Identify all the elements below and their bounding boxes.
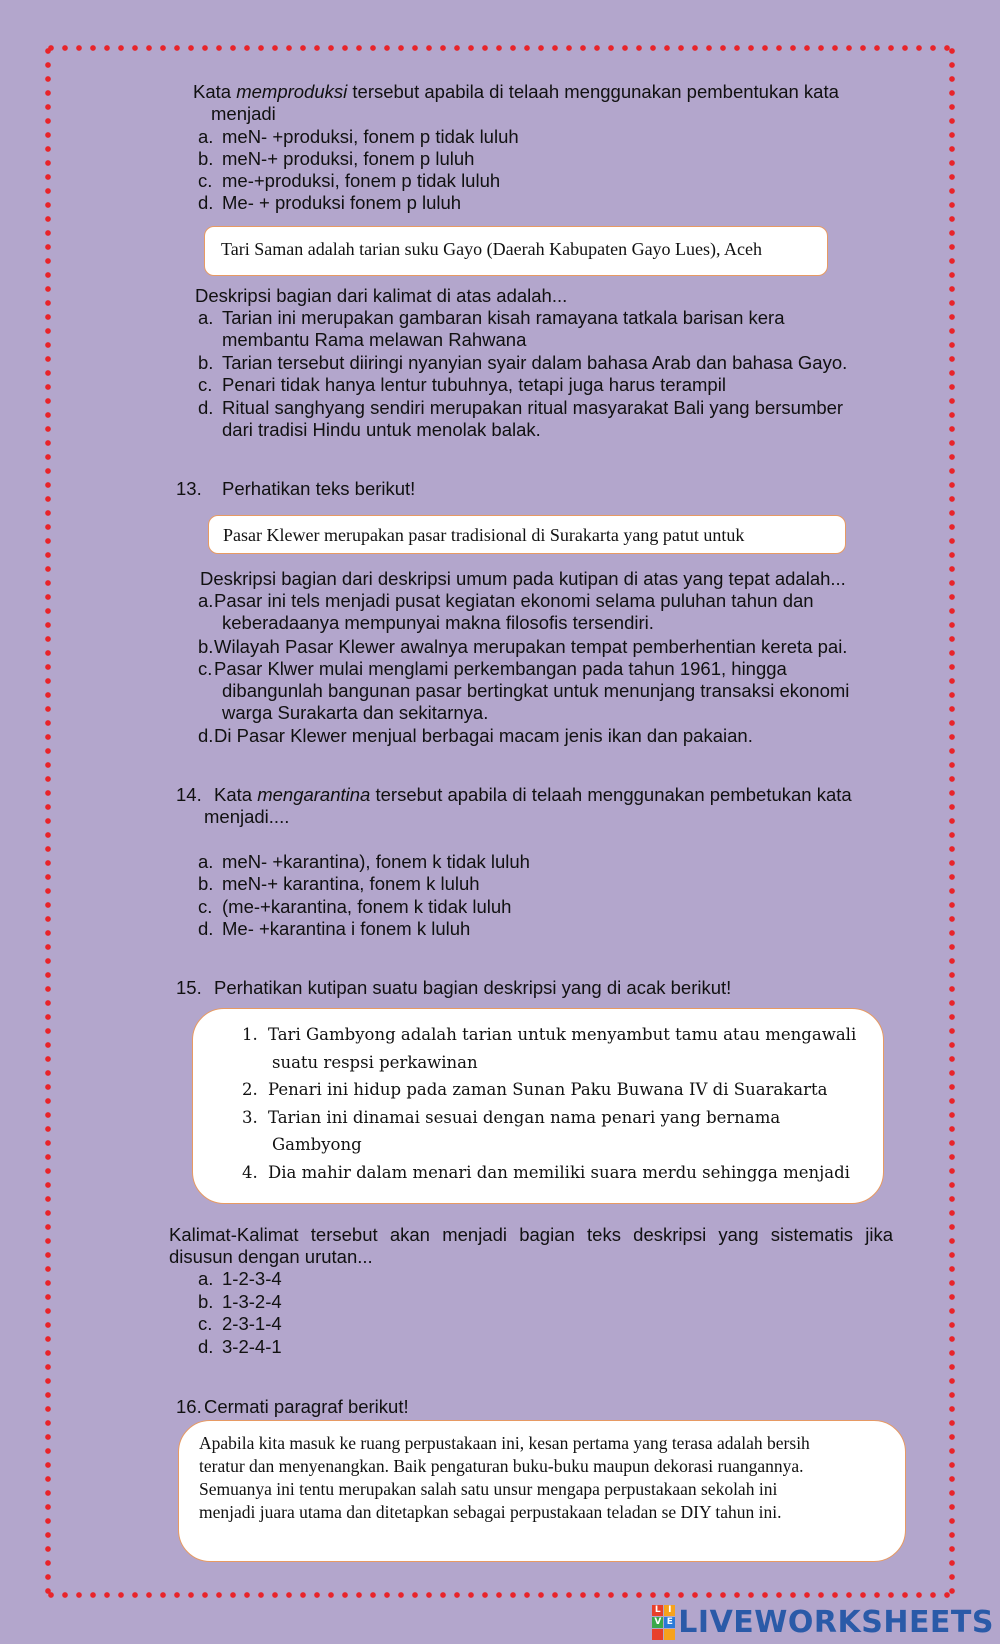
logo-cube-icon: L I V E bbox=[652, 1605, 674, 1639]
dotted-border bbox=[44, 44, 956, 1599]
q13-title: 13. Perhatikan teks berikut! bbox=[176, 478, 416, 499]
liveworksheets-logo[interactable] bbox=[652, 1602, 994, 1642]
q16-paragraph-line-3: Semuanya ini tentu merupakan salah satu unsur mengapa perpustakaan sekolah ini bbox=[199, 1479, 778, 1499]
q13-quote-text: Pasar Klewer merupakan pasar tradisional di Surakarta yang patut untuk bbox=[223, 525, 745, 545]
q15-title: 15. Perhatikan kutipan suatu bagian deskripsi yang di acak berikut! bbox=[176, 977, 732, 998]
q16-paragraph-line-4: menjadi juara utama dan ditetapkan sebagai perpustakaan teladan se DIY tahun ini. bbox=[199, 1502, 782, 1522]
q12-option-c[interactable]: c. Penari tidak hanya lentur tubuhnya, tetapi juga harus terampil bbox=[198, 374, 726, 395]
logo-wordmark: LIVEWORKSHEETS bbox=[678, 1604, 994, 1640]
q15-option-d[interactable]: d. 3-2-4-1 bbox=[198, 1336, 282, 1357]
q15-sentence-4: 4. Dia mahir dalam menari dan memiliki suara merdu sehingga menjadi bbox=[242, 1162, 850, 1182]
q16-paragraph-line-1: Apabila kita masuk ke ruang perpustakaan ini, kesan pertama yang terasa adalah bersih bbox=[199, 1433, 810, 1453]
q12-quote-text: Tari Saman adalah tarian suku Gayo (Daerah Kabupaten Gayo Lues), Aceh bbox=[221, 239, 763, 259]
q11-option-d[interactable]: d. Me- + produksi fonem p luluh bbox=[198, 192, 462, 213]
q11-option-b[interactable]: b. meN-+ produksi, fonem p luluh bbox=[198, 148, 475, 169]
q13-option-c[interactable]: c.Pasar Klwer mulai menglami perkembangan pada tahun 1961, hingga dibangunlah bangunan pasar bertingkat untuk menunjang transaksi ekonomi warga Surakarta dan sekitarnya. bbox=[198, 658, 850, 723]
q14-option-b[interactable]: b. meN-+ karantina, fonem k luluh bbox=[198, 873, 480, 894]
q14-option-d[interactable]: d. Me- +karantina i fonem k luluh bbox=[198, 918, 471, 939]
q13-quote-box bbox=[208, 515, 846, 554]
q15-option-c[interactable]: c. 2-3-1-4 bbox=[198, 1313, 282, 1334]
q15-option-a[interactable]: a. 1-2-3-4 bbox=[198, 1268, 282, 1289]
q15-stem: Kalimat-Kalimat tersebut akan menjadi bagian teks deskripsi yang sistematis jika bbox=[169, 1224, 893, 1245]
q16-paragraph-box bbox=[178, 1420, 906, 1562]
q16-title: 16. Cermati paragraf berikut! bbox=[176, 1396, 409, 1417]
q15-stem-line2: disusun dengan urutan... bbox=[169, 1246, 373, 1267]
q13-option-d[interactable]: d.Di Pasar Klewer menjual berbagai macam jenis ikan dan pakaian. bbox=[198, 725, 753, 746]
q12-option-a[interactable]: a. Tarian ini merupakan gambaran kisah ramayana tatkala barisan kera membantu Rama melawan Rahwana bbox=[198, 307, 785, 350]
q16-paragraph-line-2: teratur dan menyenangkan. Baik pengaturan buku-buku maupun dekorasi ruangannya. bbox=[199, 1456, 804, 1476]
q14-option-a[interactable]: a. meN- +karantina), fonem k tidak luluh bbox=[198, 851, 530, 872]
q12-stem: Deskripsi bagian dari kalimat di atas adalah... bbox=[195, 285, 568, 306]
q12-quote-box bbox=[204, 226, 828, 276]
q12-option-b[interactable]: b. Tarian tersebut diiringi nyanyian syair dalam bahasa Arab dan bahasa Gayo. bbox=[198, 352, 848, 373]
dotted-border-bottom bbox=[44, 1591, 956, 1599]
q12-option-d[interactable]: d. Ritual sanghyang sendiri merupakan ritual masyarakat Bali yang bersumber dari tradisi Hindu untuk menolak balak. bbox=[198, 397, 844, 440]
q15-sentence-2: 2. Penari ini hidup pada zaman Sunan Paku Buwana IV di Suarakarta bbox=[242, 1080, 828, 1099]
q15-sentence-1: 1. Tari Gambyong adalah tarian untuk menyambut tamu atau mengawali suatu respsi perkawinan bbox=[242, 1025, 857, 1072]
q11-stem: Kata memproduksi tersebut apabila di telaah menggunakan pembentukan kata bbox=[193, 81, 839, 102]
q11-option-a[interactable]: a. meN- +produksi, fonem p tidak luluh bbox=[198, 126, 519, 147]
dotted-border-left bbox=[44, 44, 52, 1599]
q15-sentence-3: 3. Tarian ini dinamai sesuai dengan nama penari yang bernama Gambyong bbox=[242, 1107, 781, 1154]
dotted-border-top bbox=[44, 44, 956, 52]
q14-stem-line2: menjadi.... bbox=[204, 806, 290, 827]
q13-stem: Deskripsi bagian dari deskripsi umum pada kutipan di atas yang tepat adalah... bbox=[200, 568, 846, 589]
q13-option-b[interactable]: b.Wilayah Pasar Klewer awalnya merupakan tempat pemberhentian kereta pai. bbox=[198, 636, 848, 657]
q14-option-c[interactable]: c. (me-+karantina, fonem k tidak luluh bbox=[198, 896, 512, 917]
q11-stem-line2: menjadi bbox=[211, 103, 276, 124]
q14-stem: 14. Kata mengarantina tersebut apabila di telaah menggunakan pembetukan kata bbox=[176, 784, 852, 805]
q15-sentence-list bbox=[242, 1021, 856, 1186]
q13-option-a[interactable]: a.Pasar ini tels menjadi pusat kegiatan ekonomi selama puluhan tahun dan keberadaanya mempunyai makna filosofis tersendiri. bbox=[198, 590, 814, 633]
q11-option-c[interactable]: c. me-+produksi, fonem p tidak luluh bbox=[198, 170, 501, 191]
q15-option-b[interactable]: b. 1-3-2-4 bbox=[198, 1291, 282, 1312]
dotted-border-right bbox=[948, 44, 956, 1599]
